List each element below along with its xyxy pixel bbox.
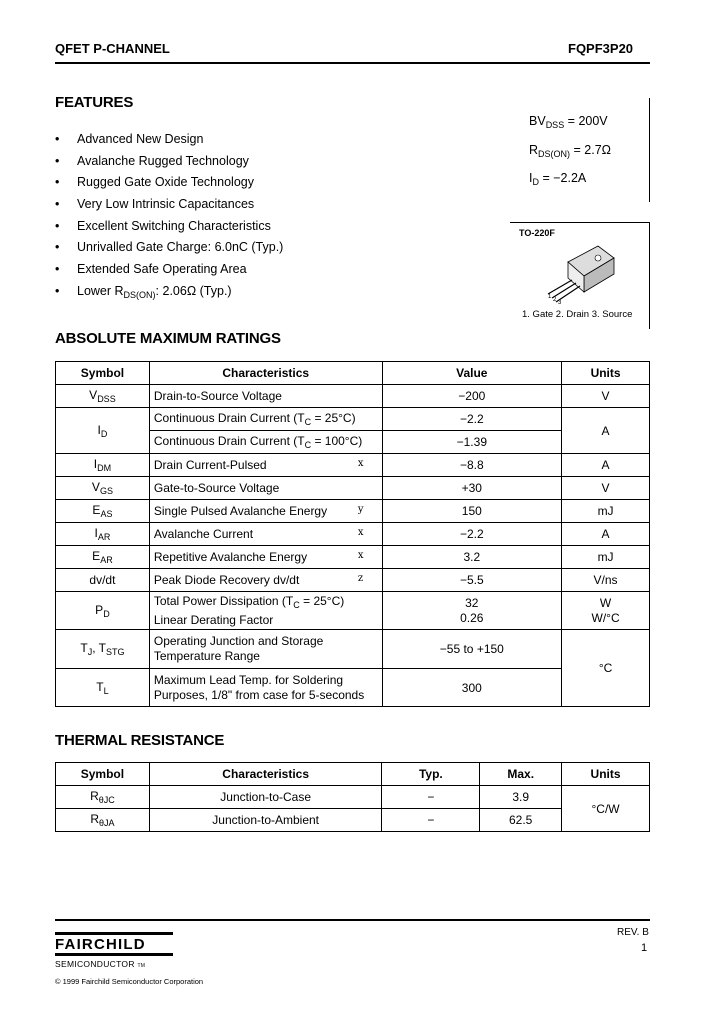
- table-row: [56, 786, 650, 809]
- fairchild-logo: FAIRCHILD: [55, 936, 146, 953]
- bullet-icon: •: [55, 262, 60, 276]
- symbol-cell: $T_L$: [56, 669, 150, 707]
- unit-cell: °C/W: [562, 786, 650, 832]
- max-cell: 62.5: [480, 809, 562, 832]
- table-row: [56, 523, 650, 546]
- characteristic-cell: Single Pulsed Avalanche Energy y: [149, 500, 382, 523]
- unit-cell: A: [562, 454, 650, 477]
- table-row: [56, 385, 650, 408]
- table-row: [56, 408, 650, 431]
- characteristic-cell: Total Power Dissipation $(T_C = 25^\circ C)$ Linear Derating Factor: [149, 592, 382, 630]
- logo-bar-top: [55, 932, 173, 935]
- bullet-icon: •: [55, 284, 60, 298]
- characteristic-cell: Repetitive Avalanche Energy x: [149, 546, 382, 569]
- spec-id: $I_D = -2.2A$: [529, 171, 587, 187]
- characteristic-cell: Junction-to-Ambient: [149, 809, 382, 832]
- symbol-cell: $E_{AS}$: [56, 500, 150, 523]
- footnote-mark: x: [357, 458, 364, 469]
- bullet-icon: •: [55, 175, 60, 189]
- symbol-cell: $I_{DM}$: [56, 454, 150, 477]
- symbol-cell: $R_{\theta JA}$: [56, 809, 150, 832]
- value-cell: −55 to +150: [382, 630, 562, 669]
- value-cell: 32 0.26: [382, 592, 562, 630]
- characteristic-cell: Avalanche Current x: [149, 523, 382, 546]
- bullet-icon: •: [55, 219, 60, 233]
- value-cell: 3.2: [382, 546, 562, 569]
- table-row: [56, 669, 650, 707]
- table-row: [56, 500, 650, 523]
- value-cell: −2.2: [382, 523, 562, 546]
- footer-rule: [55, 919, 650, 921]
- abs-max-table: [55, 361, 650, 707]
- to220f-package-icon: [540, 238, 620, 306]
- characteristic-cell: Drain Current-Pulsed x: [149, 454, 382, 477]
- table-row: [56, 546, 650, 569]
- table-header-row: [56, 362, 650, 385]
- characteristic-cell: Gate-to-Source Voltage: [149, 477, 382, 500]
- thermal-table: [55, 762, 650, 832]
- col-header-characteristics: Characteristics: [149, 362, 382, 385]
- typ-cell: −: [382, 786, 480, 809]
- characteristic-cell: Drain-to-Source Voltage: [149, 385, 382, 408]
- table-row: [56, 454, 650, 477]
- col-header-max: Max.: [480, 763, 562, 786]
- footnote-mark: y: [357, 504, 364, 515]
- characteristic-cell: Maximum Lead Temp. for Soldering Purposes, 1/8" from case for 5-seconds: [149, 669, 382, 707]
- value-cell: −5.5: [382, 569, 562, 592]
- abs-max-title: ABSOLUTE MAXIMUM RATINGS: [55, 330, 281, 347]
- pin-mark-3: 3: [558, 300, 562, 306]
- symbol-cell: $R_{\theta JC}$: [56, 786, 150, 809]
- max-cell: 3.9: [480, 786, 562, 809]
- header-rule: [55, 62, 650, 64]
- doc-category: QFET P-CHANNEL: [55, 41, 170, 56]
- value-cell: −200: [382, 385, 562, 408]
- logo-bar-bottom: [55, 953, 173, 956]
- footnote-mark: z: [357, 573, 364, 584]
- specs-box-border: [649, 98, 650, 202]
- unit-cell: mJ: [562, 500, 650, 523]
- unit-cell: V: [562, 477, 650, 500]
- col-header-characteristics: Characteristics: [149, 763, 382, 786]
- thermal-title: THERMAL RESISTANCE: [55, 732, 225, 749]
- col-header-value: Value: [382, 362, 562, 385]
- symbol-cell: $E_{AR}$: [56, 546, 150, 569]
- symbol-cell: $I_D$: [56, 408, 150, 454]
- bullet-icon: •: [55, 154, 60, 168]
- pin-mark-1: 1: [548, 294, 552, 300]
- revision: REV. B: [617, 927, 649, 938]
- spec-bvdss: $BV_{DSS} = 200V$: [529, 114, 608, 130]
- bullet-icon: •: [55, 240, 60, 254]
- characteristic-cell: Continuous Drain Current $(T_C = 100^\circ C)$: [149, 431, 382, 454]
- characteristic-cell: Junction-to-Case: [149, 786, 382, 809]
- features-title: FEATURES: [55, 94, 134, 111]
- bullet-icon: •: [55, 197, 60, 211]
- value-cell: −2.2: [382, 408, 562, 431]
- logo-subtitle: SEMICONDUCTOR TM: [55, 959, 146, 969]
- copyright: © 1999 Fairchild Semiconductor Corporation: [55, 977, 204, 986]
- unit-cell: A: [562, 523, 650, 546]
- spec-rdson: $R_{DS(ON)} = 2.7\Omega$: [529, 143, 611, 159]
- col-header-units: Units: [562, 362, 650, 385]
- characteristic-cell: Peak Diode Recovery dv/dt z: [149, 569, 382, 592]
- value-cell: +30: [382, 477, 562, 500]
- unit-cell: A: [562, 408, 650, 454]
- col-header-symbol: Symbol: [56, 763, 150, 786]
- typ-cell: −: [382, 809, 480, 832]
- symbol-cell: $P_D$: [56, 592, 150, 630]
- unit-cell: V/ns: [562, 569, 650, 592]
- symbol-cell: $V_{DSS}$: [56, 385, 150, 408]
- col-header-symbol: Symbol: [56, 362, 150, 385]
- package-name: TO-220F: [519, 228, 555, 238]
- table-row: [56, 630, 650, 669]
- col-header-units: Units: [562, 763, 650, 786]
- table-row: [56, 477, 650, 500]
- value-cell: 150: [382, 500, 562, 523]
- bullet-icon: •: [55, 132, 60, 146]
- characteristic-cell: Continuous Drain Current $(T_C = 25^\circ C)$: [149, 408, 382, 431]
- pin-mark-2: 2: [553, 297, 557, 303]
- unit-cell: mJ: [562, 546, 650, 569]
- characteristic-cell: Operating Junction and Storage Temperature Range: [149, 630, 382, 669]
- pin-legend: 1. Gate 2. Drain 3. Source: [522, 309, 633, 320]
- symbol-cell: $T_J$, $T_{STG}$: [56, 630, 150, 669]
- symbol-cell: $I_{AR}$: [56, 523, 150, 546]
- col-header-typ: Typ.: [382, 763, 480, 786]
- table-row: [56, 809, 650, 832]
- value-cell: 300: [382, 669, 562, 707]
- value-cell: −1.39: [382, 431, 562, 454]
- unit-cell: °C: [562, 630, 650, 707]
- unit-cell: W W/°C: [562, 592, 650, 630]
- page-number: 1: [641, 942, 648, 954]
- symbol-cell: dv/dt: [56, 569, 150, 592]
- table-row: [56, 569, 650, 592]
- value-cell: −8.8: [382, 454, 562, 477]
- unit-cell: V: [562, 385, 650, 408]
- table-header-row: [56, 763, 650, 786]
- table-row: [56, 592, 650, 630]
- symbol-cell: $V_{GS}$: [56, 477, 150, 500]
- footnote-mark: x: [357, 527, 364, 538]
- part-number: FQPF3P20: [568, 41, 634, 56]
- footnote-mark: x: [357, 550, 364, 561]
